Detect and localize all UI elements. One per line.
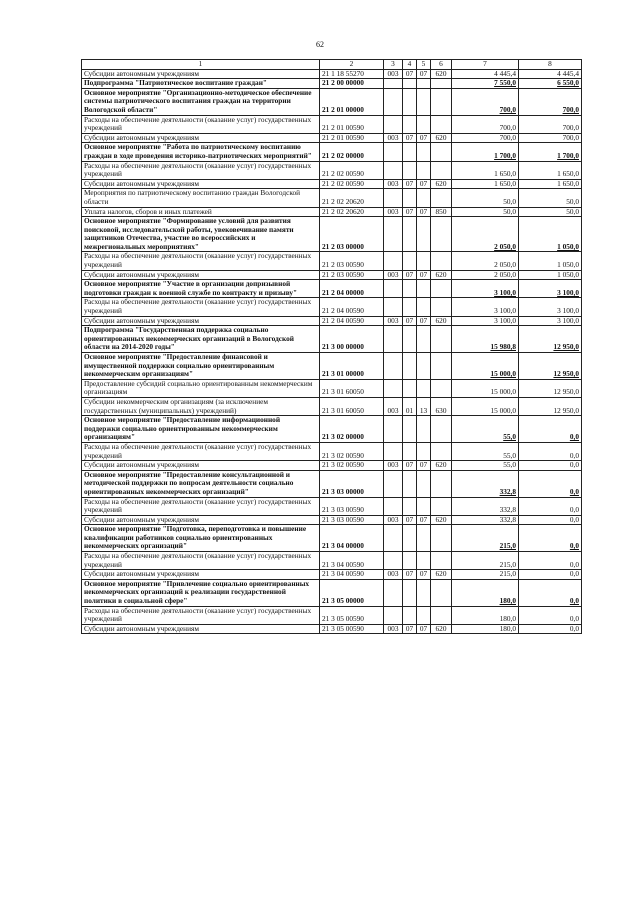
row-amount-col8-cell: 0,0 [519,579,582,606]
row-section-cell: 07 [403,133,417,143]
row-expense-type-cell [431,79,452,89]
row-code-cell: 21 3 05 00000 [320,579,384,606]
row-code-cell: 21 2 03 00590 [320,270,384,280]
row-expense-type-cell [431,579,452,606]
row-subsection-cell [417,470,431,497]
row-ministry-cell: 003 [384,397,403,415]
row-amount-col7-cell: 50,0 [452,189,519,207]
table-row [82,497,582,515]
row-subsection-cell: 07 [417,69,431,79]
row-amount-col8-cell: 0,0 [519,552,582,570]
row-name-cell: Основное мероприятие "Предоставление консультационной и методической поддержки по вопросам деятельности социально ориентированных некоммерческих организаций" [82,470,320,497]
row-expense-type-cell [431,525,452,552]
row-ministry-cell [384,79,403,89]
row-expense-type-cell: 620 [431,570,452,580]
row-amount-col7-cell: 700,0 [452,88,519,115]
table-row [82,298,582,316]
row-subsection-cell: 07 [417,624,431,634]
row-section-cell: 01 [403,397,417,415]
row-amount-col8-cell: 0,0 [519,416,582,443]
row-subsection-cell [417,298,431,316]
row-subsection-cell [417,442,431,460]
row-subsection-cell: 07 [417,515,431,525]
row-code-cell: 21 2 02 20620 [320,207,384,217]
row-section-cell [403,161,417,179]
row-ministry-cell [384,552,403,570]
row-subsection-cell [417,552,431,570]
row-amount-col7-cell: 215,0 [452,525,519,552]
row-section-cell [403,115,417,133]
row-amount-col7-cell: 332,8 [452,515,519,525]
row-expense-type-cell [431,217,452,252]
table-row [82,579,582,606]
row-ministry-cell [384,115,403,133]
row-amount-col7-cell: 215,0 [452,552,519,570]
row-amount-col7-cell: 180,0 [452,579,519,606]
row-code-cell: 21 3 01 00000 [320,353,384,380]
row-subsection-cell [417,252,431,270]
row-expense-type-cell [431,606,452,624]
row-section-cell: 07 [403,207,417,217]
row-expense-type-cell [431,161,452,179]
row-name-cell: Мероприятия по патриотическому воспитанию граждан Вологодской области [82,189,320,207]
row-amount-col7-cell: 2 050,0 [452,217,519,252]
row-amount-col8-cell: 1 050,0 [519,217,582,252]
row-expense-type-cell [431,379,452,397]
row-amount-col8-cell: 50,0 [519,189,582,207]
row-name-cell: Субсидии некоммерческим организациям (за исключением государственных (муниципальных) учреждений) [82,397,320,415]
row-amount-col7-cell: 15 000,0 [452,379,519,397]
row-name-cell: Подпрограмма "Патриотическое воспитание граждан" [82,79,320,89]
row-code-cell: 21 2 04 00590 [320,298,384,316]
row-section-cell: 07 [403,270,417,280]
row-code-cell: 21 2 03 00000 [320,217,384,252]
row-section-cell [403,442,417,460]
row-section-cell: 07 [403,69,417,79]
row-ministry-cell: 003 [384,461,403,471]
row-name-cell: Расходы на обеспечение деятельности (оказание услуг) государственных учреждений [82,115,320,133]
row-amount-col8-cell: 700,0 [519,115,582,133]
row-amount-col8-cell: 3 100,0 [519,316,582,326]
row-ministry-cell [384,189,403,207]
row-subsection-cell [417,79,431,89]
row-amount-col8-cell: 4 445,4 [519,69,582,79]
row-subsection-cell: 07 [417,270,431,280]
row-code-cell: 21 3 04 00000 [320,525,384,552]
row-subsection-cell [417,497,431,515]
row-subsection-cell [417,606,431,624]
row-expense-type-cell [431,115,452,133]
row-ministry-cell [384,379,403,397]
row-amount-col8-cell: 1 650,0 [519,179,582,189]
row-amount-col7-cell: 15 000,0 [452,397,519,415]
row-code-cell: 21 2 04 00590 [320,316,384,326]
table-row [82,397,582,415]
row-subsection-cell [417,189,431,207]
row-name-cell: Основное мероприятие "Предоставление финансовой и имущественной поддержки социально ориентированным некоммерческим организациям" [82,353,320,380]
row-code-cell: 21 3 05 00590 [320,624,384,634]
row-expense-type-cell: 620 [431,133,452,143]
row-name-cell: Субсидии автономным учреждениям [82,570,320,580]
table-row [82,189,582,207]
row-amount-col7-cell: 1 650,0 [452,179,519,189]
row-name-cell: Субсидии автономным учреждениям [82,179,320,189]
row-subsection-cell [417,353,431,380]
row-amount-col7-cell: 180,0 [452,606,519,624]
row-section-cell: 07 [403,461,417,471]
table-row [82,161,582,179]
row-amount-col7-cell: 700,0 [452,133,519,143]
row-expense-type-cell: 620 [431,316,452,326]
row-expense-type-cell: 620 [431,461,452,471]
table-row [82,217,582,252]
row-subsection-cell: 07 [417,461,431,471]
row-name-cell: Уплата налогов, сборов и иных платежей [82,207,320,217]
row-ministry-cell [384,217,403,252]
column-header: 1 [82,60,320,70]
row-ministry-cell: 003 [384,515,403,525]
row-subsection-cell: 07 [417,179,431,189]
row-amount-col7-cell: 1 650,0 [452,161,519,179]
row-section-cell [403,189,417,207]
row-expense-type-cell [431,298,452,316]
row-section-cell: 07 [403,179,417,189]
row-amount-col7-cell: 55,0 [452,461,519,471]
row-section-cell [403,298,417,316]
table-row [82,515,582,525]
row-expense-type-cell [431,416,452,443]
row-amount-col8-cell: 6 550,0 [519,79,582,89]
table-row [82,133,582,143]
row-subsection-cell [417,416,431,443]
row-amount-col8-cell: 3 100,0 [519,298,582,316]
row-expense-type-cell: 630 [431,397,452,415]
table-row [82,624,582,634]
table-row [82,326,582,353]
row-amount-col7-cell: 7 550,0 [452,79,519,89]
row-amount-col7-cell: 3 100,0 [452,298,519,316]
table-row [82,252,582,270]
table-row [82,79,582,89]
row-ministry-cell: 003 [384,69,403,79]
column-header: 8 [519,60,582,70]
row-code-cell: 21 3 04 00590 [320,552,384,570]
row-amount-col7-cell: 15 980,8 [452,326,519,353]
table-row [82,442,582,460]
row-name-cell: Предоставление субсидий социально ориентированным некоммерческим организациям [82,379,320,397]
row-amount-col7-cell: 215,0 [452,570,519,580]
row-expense-type-cell [431,252,452,270]
row-code-cell: 21 2 01 00000 [320,88,384,115]
row-amount-col7-cell: 1 700,0 [452,143,519,161]
row-name-cell: Основное мероприятие "Формирование условий для развития поисковой, исследовательской работы, увековечивание памяти защитников Отечества, участие во всероссийских и межрегиональных мероприятиях" [82,217,320,252]
row-name-cell: Расходы на обеспечение деятельности (оказание услуг) государственных учреждений [82,298,320,316]
row-amount-col8-cell: 12 950,0 [519,397,582,415]
row-ministry-cell [384,525,403,552]
row-code-cell: 21 3 03 00590 [320,497,384,515]
row-name-cell: Основное мероприятие "Участие в организации допризывной подготовки граждан к военной службе по контракту и призыву" [82,280,320,298]
row-name-cell: Расходы на обеспечение деятельности (оказание услуг) государственных учреждений [82,442,320,460]
row-name-cell: Субсидии автономным учреждениям [82,133,320,143]
row-ministry-cell [384,161,403,179]
column-header: 5 [417,60,431,70]
row-name-cell: Подпрограмма "Государственная поддержка социально ориентированных некоммерческих организаций в Вологодской области на 2014-2020 годы" [82,326,320,353]
row-amount-col8-cell: 0,0 [519,461,582,471]
row-section-cell [403,497,417,515]
row-name-cell: Основное мероприятие "Предоставление информационной поддержки социально ориентированным некоммерческим организациям" [82,416,320,443]
row-amount-col7-cell: 3 100,0 [452,316,519,326]
page-number: 62 [316,40,324,49]
table-row [82,606,582,624]
row-amount-col7-cell: 15 000,0 [452,353,519,380]
row-subsection-cell [417,579,431,606]
row-name-cell: Основное мероприятие "Организационно-методическое обеспечение системы патриотического воспитания граждан на территории Вологодской области" [82,88,320,115]
row-ministry-cell [384,298,403,316]
row-amount-col8-cell: 0,0 [519,497,582,515]
row-subsection-cell [417,143,431,161]
row-amount-col8-cell: 0,0 [519,606,582,624]
row-amount-col8-cell: 12 950,0 [519,326,582,353]
table-row [82,179,582,189]
table-row [82,525,582,552]
row-code-cell: 21 3 05 00590 [320,606,384,624]
row-name-cell: Основное мероприятие "Подготовка, переподготовка и повышение квалификации работников социально ориентированных некоммерческих организаций" [82,525,320,552]
row-expense-type-cell [431,88,452,115]
row-subsection-cell [417,115,431,133]
row-section-cell [403,252,417,270]
row-code-cell: 21 2 02 00590 [320,179,384,189]
row-expense-type-cell [431,470,452,497]
row-amount-col7-cell: 55,0 [452,442,519,460]
row-section-cell [403,579,417,606]
row-section-cell [403,88,417,115]
table-row [82,143,582,161]
row-amount-col8-cell: 0,0 [519,624,582,634]
row-expense-type-cell [431,442,452,460]
table-header-row [82,60,582,70]
row-expense-type-cell [431,143,452,161]
row-section-cell [403,280,417,298]
row-amount-col8-cell: 700,0 [519,88,582,115]
row-code-cell: 21 2 02 00590 [320,161,384,179]
row-amount-col8-cell: 0,0 [519,570,582,580]
column-header: 2 [320,60,384,70]
row-expense-type-cell [431,552,452,570]
row-code-cell: 21 3 03 00000 [320,470,384,497]
row-name-cell: Субсидии автономным учреждениям [82,624,320,634]
row-section-cell [403,470,417,497]
row-ministry-cell [384,470,403,497]
table-row [82,88,582,115]
table-row [82,69,582,79]
row-code-cell: 21 3 04 00590 [320,570,384,580]
row-section-cell: 07 [403,624,417,634]
row-ministry-cell: 003 [384,570,403,580]
row-amount-col7-cell: 332,8 [452,497,519,515]
row-section-cell [403,552,417,570]
row-expense-type-cell: 620 [431,624,452,634]
table-row [82,379,582,397]
table-row [82,207,582,217]
row-expense-type-cell: 620 [431,270,452,280]
table-row [82,316,582,326]
row-code-cell: 21 3 02 00590 [320,442,384,460]
row-amount-col7-cell: 3 100,0 [452,280,519,298]
row-section-cell [403,79,417,89]
row-name-cell: Субсидии автономным учреждениям [82,461,320,471]
row-ministry-cell [384,497,403,515]
row-code-cell: 21 3 00 00000 [320,326,384,353]
row-code-cell: 21 2 02 00000 [320,143,384,161]
row-ministry-cell [384,442,403,460]
row-ministry-cell [384,353,403,380]
row-code-cell: 21 3 02 00000 [320,416,384,443]
row-section-cell [403,353,417,380]
row-code-cell: 21 1 18 55270 [320,69,384,79]
row-section-cell [403,143,417,161]
row-name-cell: Субсидии автономным учреждениям [82,69,320,79]
row-amount-col8-cell: 0,0 [519,525,582,552]
row-name-cell: Основное мероприятие "Привлечение социально ориентированных некоммерческих организаций к реализации государственной политики в социальной сфере" [82,579,320,606]
row-expense-type-cell: 620 [431,179,452,189]
row-code-cell: 21 3 02 00590 [320,461,384,471]
row-code-cell: 21 3 01 60050 [320,397,384,415]
table-row [82,461,582,471]
row-ministry-cell [384,579,403,606]
row-subsection-cell: 07 [417,133,431,143]
column-header: 7 [452,60,519,70]
row-amount-col8-cell: 1 050,0 [519,270,582,280]
row-amount-col7-cell: 50,0 [452,207,519,217]
row-code-cell: 21 3 03 00590 [320,515,384,525]
table-row [82,270,582,280]
row-name-cell: Субсидии автономным учреждениям [82,515,320,525]
row-ministry-cell: 003 [384,624,403,634]
row-subsection-cell [417,525,431,552]
row-amount-col8-cell: 700,0 [519,133,582,143]
row-subsection-cell [417,326,431,353]
row-name-cell: Расходы на обеспечение деятельности (оказание услуг) государственных учреждений [82,606,320,624]
row-subsection-cell [417,217,431,252]
table-row [82,416,582,443]
row-subsection-cell [417,280,431,298]
row-ministry-cell [384,416,403,443]
row-section-cell [403,606,417,624]
row-expense-type-cell [431,189,452,207]
row-section-cell: 07 [403,515,417,525]
row-name-cell: Расходы на обеспечение деятельности (оказание услуг) государственных учреждений [82,161,320,179]
column-header: 4 [403,60,417,70]
row-expense-type-cell [431,353,452,380]
row-ministry-cell [384,280,403,298]
row-name-cell: Расходы на обеспечение деятельности (оказание услуг) государственных учреждений [82,252,320,270]
row-amount-col7-cell: 332,8 [452,470,519,497]
row-expense-type-cell: 620 [431,69,452,79]
row-subsection-cell [417,379,431,397]
row-section-cell: 07 [403,316,417,326]
row-name-cell: Основное мероприятие "Работа по патриотическому воспитанию граждан в ходе проведения историко-патриотических мероприятий" [82,143,320,161]
row-ministry-cell: 003 [384,207,403,217]
column-header: 3 [384,60,403,70]
budget-table [81,59,582,634]
row-amount-col8-cell: 0,0 [519,442,582,460]
table-row [82,353,582,380]
row-subsection-cell: 13 [417,397,431,415]
row-amount-col8-cell: 3 100,0 [519,280,582,298]
row-code-cell: 21 3 01 60050 [320,379,384,397]
row-amount-col7-cell: 180,0 [452,624,519,634]
row-section-cell [403,326,417,353]
row-ministry-cell [384,606,403,624]
row-code-cell: 21 2 01 00590 [320,133,384,143]
column-header: 6 [431,60,452,70]
row-amount-col8-cell: 1 650,0 [519,161,582,179]
row-name-cell: Расходы на обеспечение деятельности (оказание услуг) государственных учреждений [82,497,320,515]
row-amount-col7-cell: 2 050,0 [452,270,519,280]
row-ministry-cell [384,88,403,115]
row-amount-col8-cell: 0,0 [519,515,582,525]
row-amount-col8-cell: 1 700,0 [519,143,582,161]
row-subsection-cell: 07 [417,570,431,580]
row-subsection-cell: 07 [417,316,431,326]
row-ministry-cell [384,326,403,353]
row-subsection-cell [417,88,431,115]
row-amount-col8-cell: 50,0 [519,207,582,217]
row-code-cell: 21 2 02 20620 [320,189,384,207]
row-ministry-cell: 003 [384,133,403,143]
table-row [82,570,582,580]
table-row [82,280,582,298]
row-amount-col8-cell: 12 950,0 [519,353,582,380]
row-section-cell [403,379,417,397]
row-code-cell: 21 2 04 00000 [320,280,384,298]
row-expense-type-cell [431,326,452,353]
row-amount-col7-cell: 4 445,4 [452,69,519,79]
row-section-cell [403,525,417,552]
row-code-cell: 21 2 01 00590 [320,115,384,133]
row-amount-col7-cell: 55,0 [452,416,519,443]
row-expense-type-cell: 850 [431,207,452,217]
row-code-cell: 21 2 03 00590 [320,252,384,270]
row-section-cell: 07 [403,570,417,580]
row-section-cell [403,416,417,443]
row-amount-col8-cell: 1 050,0 [519,252,582,270]
row-subsection-cell [417,161,431,179]
table-row [82,552,582,570]
row-name-cell: Субсидии автономным учреждениям [82,316,320,326]
table-row [82,470,582,497]
row-section-cell [403,217,417,252]
row-amount-col7-cell: 2 050,0 [452,252,519,270]
row-ministry-cell: 003 [384,270,403,280]
row-expense-type-cell [431,497,452,515]
table-row [82,115,582,133]
row-code-cell: 21 2 00 00000 [320,79,384,89]
row-amount-col8-cell: 0,0 [519,470,582,497]
row-expense-type-cell [431,280,452,298]
row-subsection-cell: 07 [417,207,431,217]
row-ministry-cell: 003 [384,316,403,326]
row-ministry-cell [384,143,403,161]
row-amount-col7-cell: 700,0 [452,115,519,133]
row-name-cell: Расходы на обеспечение деятельности (оказание услуг) государственных учреждений [82,552,320,570]
row-ministry-cell: 003 [384,179,403,189]
row-expense-type-cell: 620 [431,515,452,525]
row-ministry-cell [384,252,403,270]
row-amount-col8-cell: 12 950,0 [519,379,582,397]
row-name-cell: Субсидии автономным учреждениям [82,270,320,280]
